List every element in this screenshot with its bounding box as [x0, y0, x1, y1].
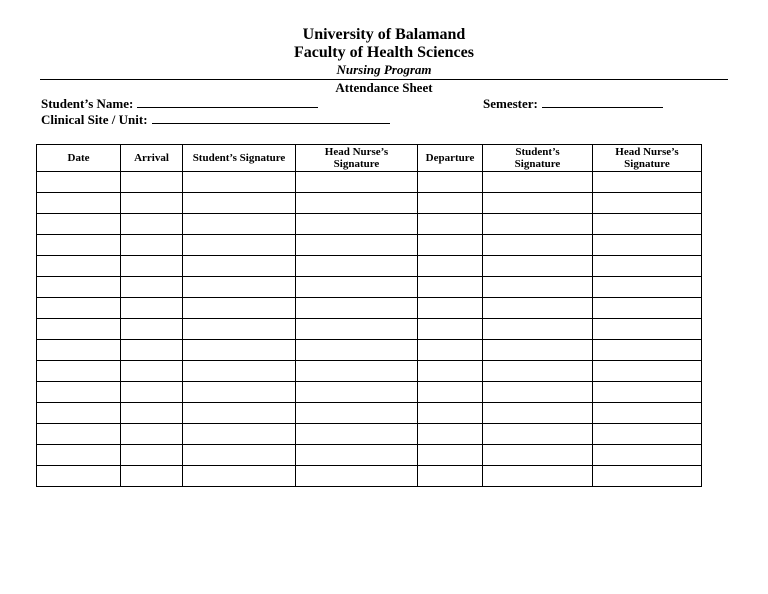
column-header-label: Student’s Signature	[192, 151, 286, 164]
table-cell[interactable]	[37, 235, 121, 256]
attendance-table-body	[37, 172, 702, 487]
table-cell[interactable]	[37, 466, 121, 487]
table-cell[interactable]	[593, 172, 702, 193]
table-cell[interactable]	[183, 172, 296, 193]
table-cell[interactable]	[37, 193, 121, 214]
table-cell[interactable]	[37, 403, 121, 424]
column-header-student-signature-out	[483, 145, 593, 172]
table-cell[interactable]	[37, 214, 121, 235]
table-cell[interactable]	[296, 256, 418, 277]
table-cell[interactable]	[483, 361, 593, 382]
table-cell[interactable]	[593, 319, 702, 340]
table-cell[interactable]	[296, 424, 418, 445]
table-cell[interactable]	[418, 382, 483, 403]
table-cell[interactable]	[418, 277, 483, 298]
table-cell[interactable]	[37, 382, 121, 403]
table-cell[interactable]	[593, 403, 702, 424]
table-cell[interactable]	[483, 172, 593, 193]
table-header-row	[37, 145, 702, 172]
table-cell[interactable]	[483, 256, 593, 277]
table-cell[interactable]	[296, 445, 418, 466]
table-cell[interactable]	[121, 172, 183, 193]
table-cell[interactable]	[183, 214, 296, 235]
table-row	[37, 172, 702, 193]
table-row	[37, 214, 702, 235]
table-cell[interactable]	[37, 256, 121, 277]
table-cell[interactable]	[296, 172, 418, 193]
table-cell[interactable]	[121, 214, 183, 235]
column-header-label: Signature	[333, 158, 380, 170]
table-cell[interactable]	[418, 298, 483, 319]
table-cell[interactable]	[183, 340, 296, 361]
column-header-label: Signature	[624, 158, 670, 170]
table-row	[37, 235, 702, 256]
table-cell[interactable]	[418, 361, 483, 382]
table-row	[37, 466, 702, 487]
column-header-label: Arrival	[134, 151, 169, 164]
table-cell[interactable]	[121, 340, 183, 361]
table-cell[interactable]	[418, 319, 483, 340]
table-row	[37, 319, 702, 340]
student-name-label: Student’s Name:	[41, 96, 134, 111]
table-cell[interactable]	[37, 445, 121, 466]
table-cell[interactable]	[183, 319, 296, 340]
table-row	[37, 445, 702, 466]
table-cell[interactable]	[121, 382, 183, 403]
column-header-date	[37, 145, 121, 172]
table-cell[interactable]	[37, 424, 121, 445]
table-cell[interactable]	[37, 319, 121, 340]
table-cell[interactable]	[183, 445, 296, 466]
table-cell[interactable]	[121, 466, 183, 487]
table-cell[interactable]	[483, 445, 593, 466]
table-row	[37, 424, 702, 445]
table-cell[interactable]	[296, 403, 418, 424]
table-cell[interactable]	[483, 340, 593, 361]
table-cell[interactable]	[296, 214, 418, 235]
semester-label: Semester:	[483, 96, 538, 111]
table-cell[interactable]	[121, 319, 183, 340]
table-cell[interactable]	[37, 277, 121, 298]
table-cell[interactable]	[483, 277, 593, 298]
table-cell[interactable]	[483, 424, 593, 445]
table-cell[interactable]	[483, 466, 593, 487]
table-cell[interactable]	[593, 382, 702, 403]
table-cell[interactable]	[121, 424, 183, 445]
table-cell[interactable]	[593, 277, 702, 298]
table-cell[interactable]	[593, 235, 702, 256]
column-header-label: Head Nurse’s	[324, 145, 389, 158]
table-row	[37, 361, 702, 382]
table-row	[37, 382, 702, 403]
table-cell[interactable]	[296, 382, 418, 403]
university-title: University of Balamand	[302, 26, 466, 43]
table-cell[interactable]	[418, 235, 483, 256]
table-cell[interactable]	[121, 256, 183, 277]
table-cell[interactable]	[483, 319, 593, 340]
table-row	[37, 256, 702, 277]
table-cell[interactable]	[483, 298, 593, 319]
table-cell[interactable]	[296, 340, 418, 361]
column-header-label: Signature	[514, 158, 561, 170]
column-header-student-signature	[183, 145, 296, 172]
table-cell[interactable]	[418, 424, 483, 445]
table-cell[interactable]	[296, 361, 418, 382]
table-row	[37, 298, 702, 319]
table-row	[37, 277, 702, 298]
column-header-label: Head Nurse’s	[615, 145, 679, 158]
table-cell[interactable]	[593, 214, 702, 235]
table-cell[interactable]	[483, 214, 593, 235]
table-cell[interactable]	[183, 277, 296, 298]
table-row	[37, 193, 702, 214]
table-cell[interactable]	[418, 172, 483, 193]
table-cell[interactable]	[483, 403, 593, 424]
table-cell[interactable]	[37, 298, 121, 319]
table-cell[interactable]	[183, 424, 296, 445]
clinical-site-blank[interactable]	[152, 112, 390, 124]
table-cell[interactable]	[418, 214, 483, 235]
attendance-table	[36, 144, 702, 487]
table-cell[interactable]	[483, 193, 593, 214]
table-cell[interactable]	[593, 445, 702, 466]
table-row	[37, 340, 702, 361]
column-header-label: Student’s	[515, 145, 560, 158]
table-cell[interactable]	[121, 361, 183, 382]
table-cell[interactable]	[183, 193, 296, 214]
column-header-head-nurse-signature	[296, 145, 418, 172]
table-cell[interactable]	[183, 256, 296, 277]
table-cell[interactable]	[37, 340, 121, 361]
table-cell[interactable]	[593, 340, 702, 361]
column-header-arrival	[121, 145, 183, 172]
table-cell[interactable]	[183, 403, 296, 424]
table-cell[interactable]	[296, 466, 418, 487]
table-cell[interactable]	[483, 382, 593, 403]
table-cell[interactable]	[296, 277, 418, 298]
table-cell[interactable]	[121, 235, 183, 256]
table-cell[interactable]	[183, 466, 296, 487]
table-row	[37, 403, 702, 424]
table-cell[interactable]	[121, 277, 183, 298]
table-cell[interactable]	[593, 361, 702, 382]
table-cell[interactable]	[418, 340, 483, 361]
table-cell[interactable]	[296, 298, 418, 319]
table-cell[interactable]	[418, 466, 483, 487]
table-cell[interactable]	[418, 403, 483, 424]
table-cell[interactable]	[121, 193, 183, 214]
table-cell[interactable]	[183, 235, 296, 256]
table-cell[interactable]	[418, 445, 483, 466]
semester-blank[interactable]	[542, 96, 663, 108]
clinical-site-label: Clinical Site / Unit:	[41, 112, 148, 127]
clinical-site-field	[41, 112, 390, 126]
table-cell[interactable]	[593, 298, 702, 319]
student-name-field	[41, 96, 318, 110]
table-cell[interactable]	[121, 445, 183, 466]
table-cell[interactable]	[183, 361, 296, 382]
table-cell[interactable]	[593, 193, 702, 214]
table-cell[interactable]	[418, 193, 483, 214]
table-cell[interactable]	[37, 172, 121, 193]
table-cell[interactable]	[418, 256, 483, 277]
table-cell[interactable]	[483, 235, 593, 256]
table-cell[interactable]	[593, 466, 702, 487]
table-cell[interactable]	[593, 256, 702, 277]
sheet-title: Attendance Sheet	[335, 80, 433, 95]
table-cell[interactable]	[296, 319, 418, 340]
table-cell[interactable]	[183, 382, 296, 403]
student-name-blank[interactable]	[137, 96, 318, 108]
table-cell[interactable]	[593, 424, 702, 445]
semester-field	[483, 96, 663, 110]
table-cell[interactable]	[37, 361, 121, 382]
table-cell[interactable]	[121, 403, 183, 424]
program-title: Nursing Program	[336, 62, 432, 77]
column-header-head-nurse-signature-out	[593, 145, 702, 172]
column-header-label: Date	[67, 151, 90, 164]
table-cell[interactable]	[183, 298, 296, 319]
faculty-title: Faculty of Health Sciences	[294, 44, 474, 61]
column-header-label: Departure	[425, 151, 475, 164]
table-cell[interactable]	[296, 235, 418, 256]
table-cell[interactable]	[296, 193, 418, 214]
column-header-departure	[418, 145, 483, 172]
table-cell[interactable]	[121, 298, 183, 319]
